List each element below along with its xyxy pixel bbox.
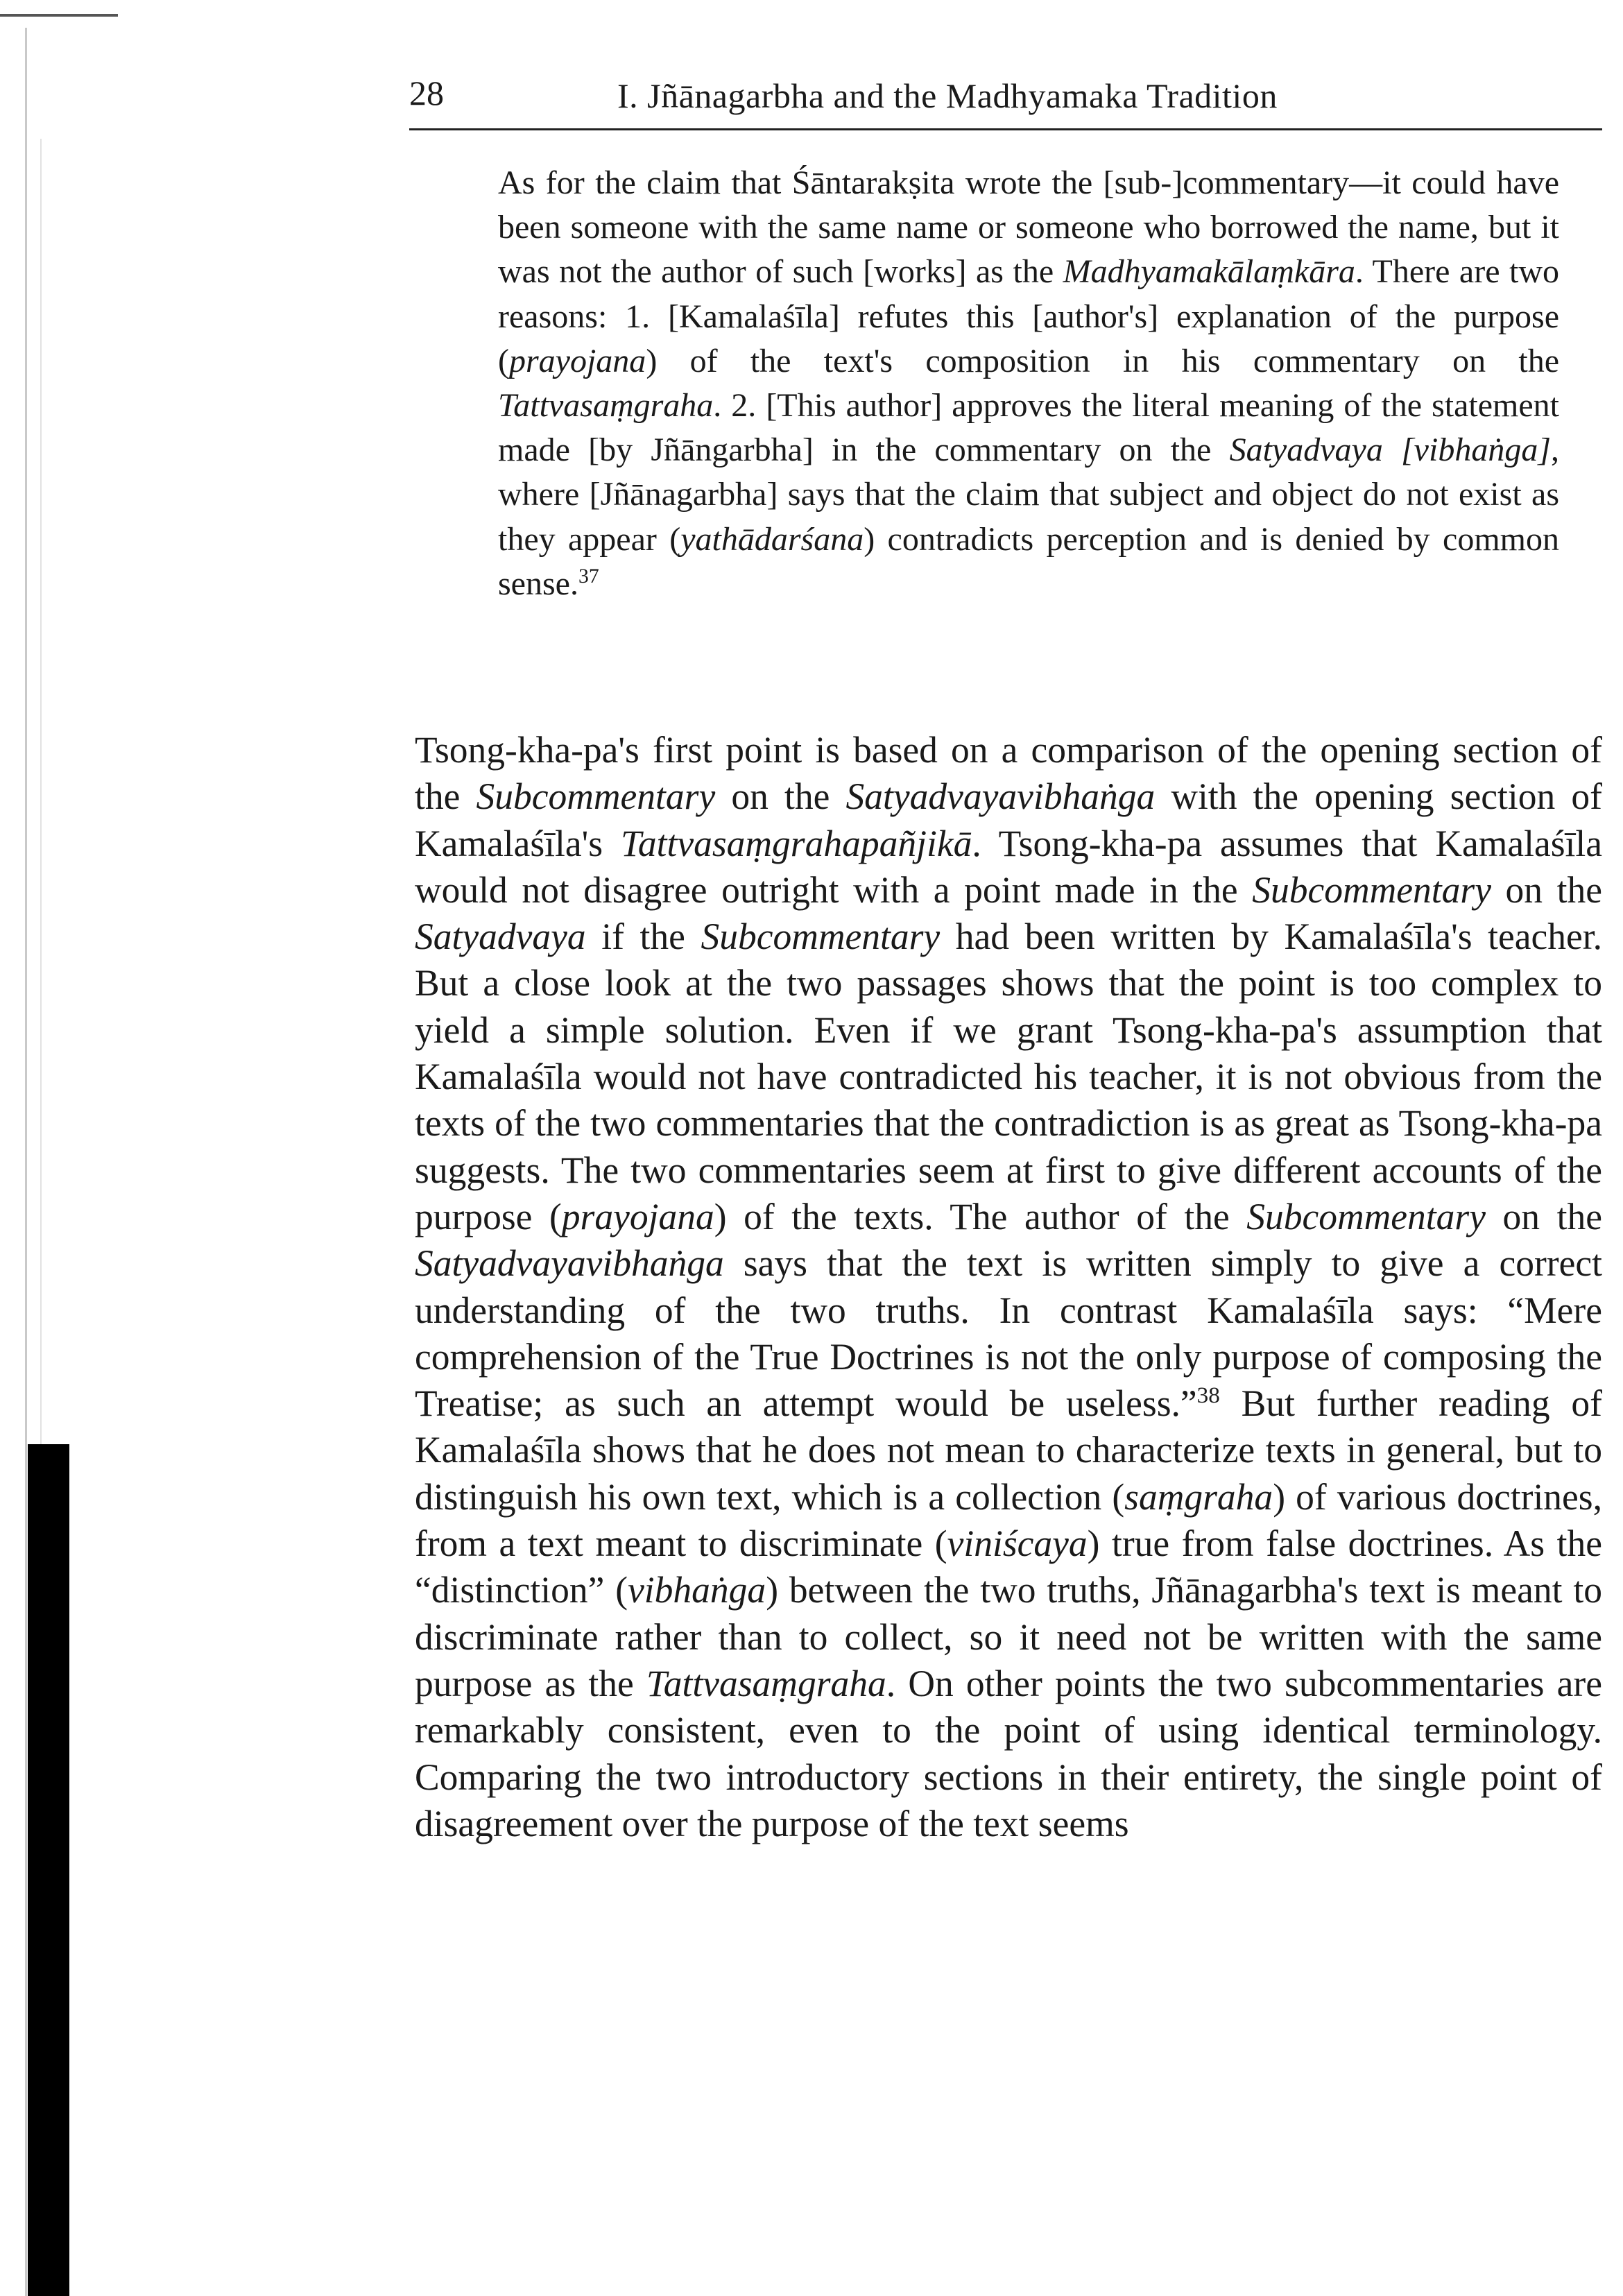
page-number: 28	[409, 74, 444, 112]
italic-term: prayojana	[561, 1195, 714, 1237]
italic-term: saṃgraha	[1124, 1475, 1273, 1518]
block-quote-paragraph: As for the claim that Śāntarakṣita wrote the [sub-]commentary—it could have been someone with the same name or someone who borrowed the name, but it was not the author of such [works] as the Madhyamakālaṃkāra. There are two reasons: 1. [Kamalaśīla] refutes this [author's] explanation of the purpose (prayojana) of the text's composition in his commentary on the Tattvasaṃgraha. 2. [This author] approves the literal meaning of the statement made [by Jñāngarbha] in the commentary on the Satyadvaya [vibhaṅga], where [Jñānagarbha] says that the claim that subject and object do not exist as they appear (yathādarśana) contradicts perception and is denied by common sense.$^{37}$	[498, 164, 1560, 602]
italic-title: Subcommentary	[1252, 868, 1491, 911]
body-text	[415, 727, 1602, 1847]
italic-title: Tattvasaṃgraha	[498, 387, 714, 425]
italic-term: prayojana	[508, 342, 646, 379]
scan-edge-black-bar	[28, 1444, 69, 2296]
block-quote	[498, 161, 1559, 606]
page-header	[409, 73, 1602, 130]
italic-title: Subcommentary	[476, 776, 716, 818]
scan-spine-shadow	[25, 28, 27, 2296]
italic-title: Satyadvayavibhaṅga	[845, 776, 1156, 818]
italic-title: Madhyamakālaṃkāra	[1063, 253, 1355, 291]
italic-term: viniścaya	[947, 1523, 1088, 1565]
italic-title: Satyadvayavibhaṅga	[415, 1242, 724, 1285]
footnote-ref: 37	[578, 564, 599, 588]
italic-title: Subcommentary	[701, 916, 941, 958]
footnote-ref: 38	[1196, 1382, 1220, 1409]
italic-title: Satyadvaya [vibhaṅga]	[1229, 431, 1552, 469]
italic-title: Subcommentary	[1246, 1195, 1486, 1237]
italic-title: Tattvasaṃgrahapañjikā	[621, 822, 972, 864]
scan-corner-mark	[0, 14, 118, 17]
italic-term: yathādarśana	[680, 520, 864, 558]
italic-term: vibhaṅga	[628, 1569, 766, 1611]
running-head: I. Jñānagarbha and the Madhyamaka Tradition	[617, 76, 1278, 115]
italic-title: Satyadvaya	[415, 916, 586, 958]
italic-title: Tattvasaṃgraha	[646, 1662, 886, 1704]
body-paragraph: Tsong-kha-pa's first point is based on a comparison of the opening section of the Subcommentary on the Satyadvayavibhaṅga with the opening section of Kamalaśīla's Tattvasaṃgrahapañjikā. Tsong-kha-pa assumes that Kamalaśīla would not disagree outright with a point made in the Subcommentary on the Satyadvaya if the Subcommentary had been written by Kamalaśīla's teacher. But a close look at the two passages shows that the point is too complex to yield a simple solution. Even if we grant Tsong-kha-pa's assumption that Kamalaśīla would not have contradicted his teacher, it is not obvious from the texts of the two commentaries that the contradiction is as great as Tsong-kha-pa suggests. The two commentaries seem at first to give different accounts of the purpose (prayojana) of the texts. The author of the Subcommentary on the Satyadvayavibhaṅga says that the text is written simply to give a correct understanding of the two truths. In contrast Kamalaśīla says: “Mere comprehension of the True Doctrines is not the only purpose of composing the Treatise; as such an attempt would be useless.”$^{38}$ But further reading of Kamalaśīla shows that he does not mean to characterize texts in general, but to distinguish his own text, which is a collection (saṃgraha) of various doctrines, from a text meant to discriminate (viniścaya) true from false doctrines. As the “distinction” (vibhaṅga) between the two truths, Jñānagarbha's text is meant to discriminate rather than to collect, so it need not be written with the same purpose as the Tattvasaṃgraha. On other points the two subcommentaries are remarkably consistent, even to the point of using identical terminology. Comparing the two introductory sections in their entirety, the single point of disagreement over the purpose of the text seems	[415, 729, 1603, 1844]
